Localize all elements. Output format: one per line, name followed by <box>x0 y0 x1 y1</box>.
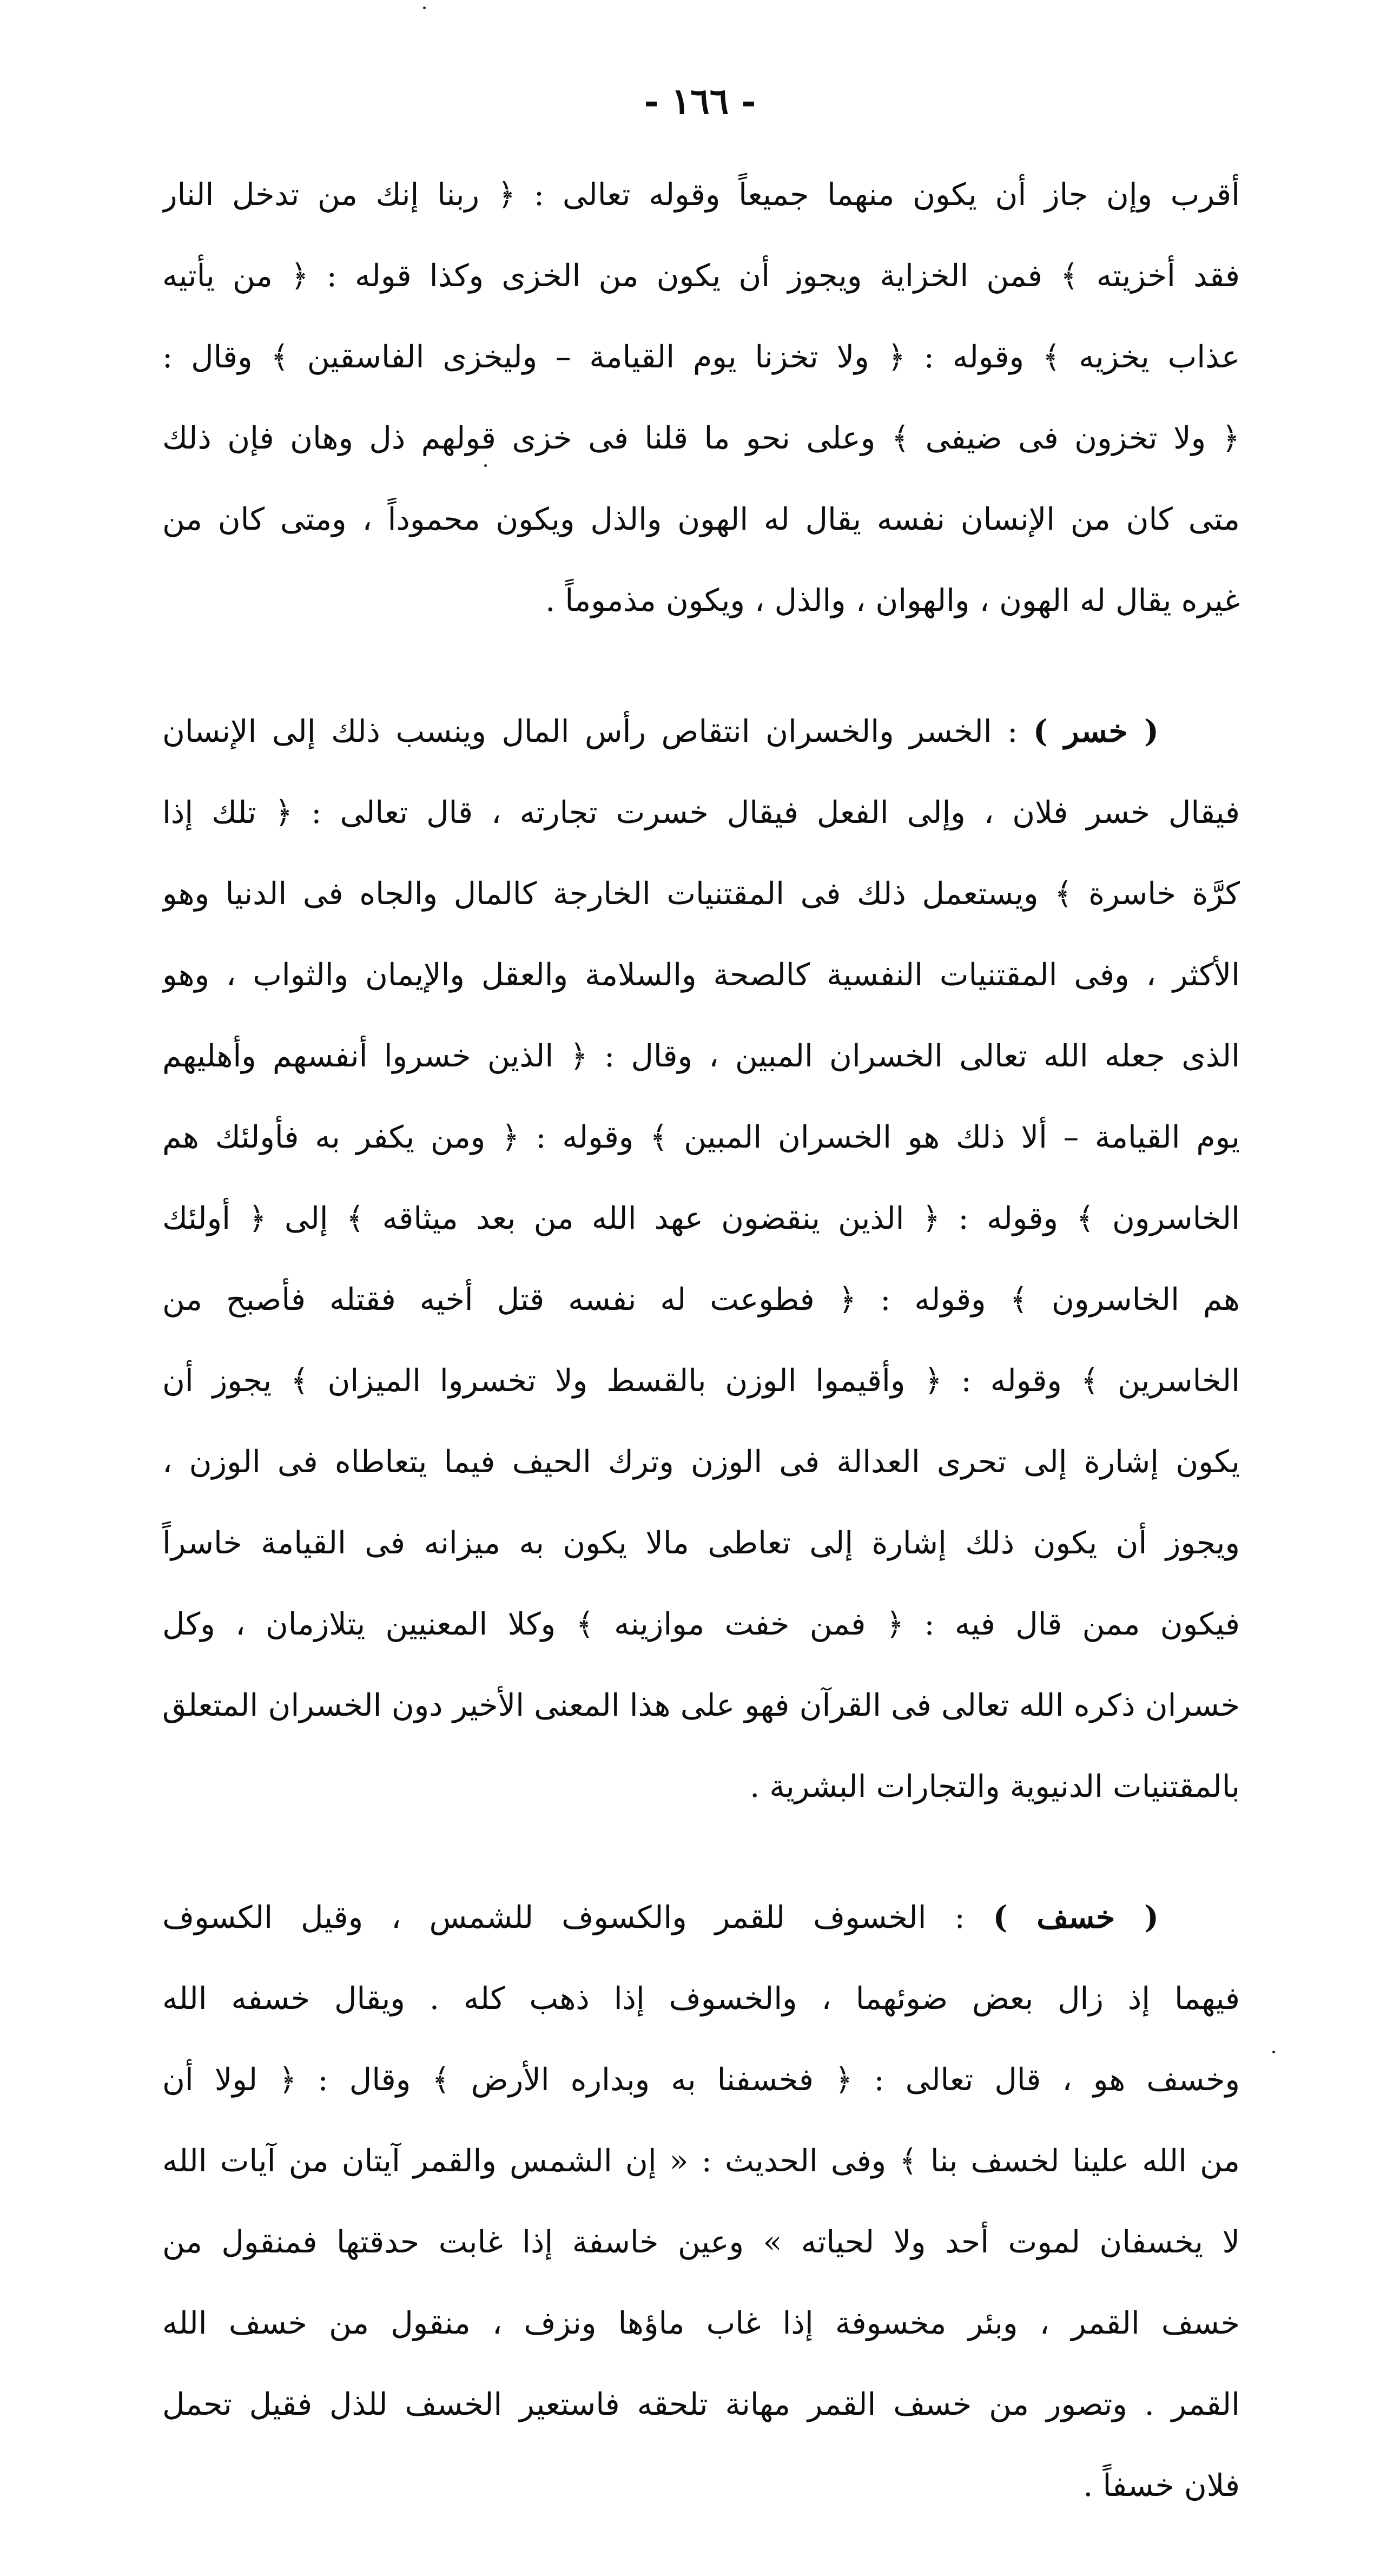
text-line-content: : الخسر والخسران انتقاص رأس المال وينسب ذلك إلى الإنسان <box>162 714 1033 749</box>
text-line: كرَّة خاسرة ﴾ ويستعمل ذلك فى المقتنيات الخارجة كالمال والجاه فى الدنيا وهو <box>162 876 1240 912</box>
text-line: وخسف هو ، قال تعالى : ﴿ فخسفنا به وبداره الأرض ﴾ وقال : ﴿ لولا أن <box>162 2062 1240 2098</box>
scan-speck <box>423 6 426 9</box>
text-line: لا يخسفان لموت أحد ولا لحياته » وعين خاسفة إذا غابت حدقتها فمنقول من <box>162 2224 1240 2260</box>
text-line: فلان خسفاً . <box>1083 2468 1240 2503</box>
text-line-content: : الخسوف للقمر والكسوف للشمس ، وقيل الكسوف <box>162 1900 993 1935</box>
text-line <box>162 691 1240 772</box>
text-line: فيكون ممن قال فيه : ﴿ فمن خفت موازينه ﴾ وكلا المعنيين يتلازمان ، وكل <box>162 1606 1240 1642</box>
text-line: فيقال خسر فلان ، وإلى الفعل فيقال خسرت تجارته ، قال تعالى : ﴿ تلك إذا <box>162 795 1240 831</box>
headword: ( خسف ) <box>993 1899 1159 1935</box>
page-number: - ١٦٦ - <box>644 80 756 122</box>
text-line: خسران ذكره الله تعالى فى القرآن فهو على هذا المعنى الأخير دون الخسران المتعلق <box>162 1688 1240 1723</box>
text-line: الذى جعله الله تعالى الخسران المبين ، وقال : ﴿ الذين خسروا أنفسهم وأهليهم <box>162 1038 1240 1074</box>
text-line: من الله علينا لخسف بنا ﴾ وفى الحديث : « إن الشمس والقمر آيتان من آيات الله <box>162 2143 1240 2179</box>
text-line: خسف القمر ، وبئر مخسوفة إذا غاب ماؤها ونزف ، منقول من خسف الله <box>162 2305 1240 2341</box>
entry-khasar <box>162 691 1240 1827</box>
text-line: يكون إشارة إلى تحرى العدالة فى الوزن وترك الحيف فيما يتعاطاه فى الوزن ، <box>162 1444 1240 1480</box>
text-line: ويجوز أن يكون ذلك إشارة إلى تعاطى مالا يكون به ميزانه فى القيامة خاسراً <box>162 1525 1240 1561</box>
text-line: فقد أخزيته ﴾ فمن الخزاية ويجوز أن يكون من الخزى وكذا قوله : ﴿ من يأتيه <box>162 258 1240 294</box>
text-line: الخاسرين ﴾ وقوله : ﴿ وأقيموا الوزن بالقسط ولا تخسروا الميزان ﴾ يجوز أن <box>162 1363 1240 1399</box>
text-column <box>162 154 1240 2576</box>
text-line: غيره يقال له الهون ، والهوان ، والذل ، ويكون مذموماً . <box>545 583 1240 618</box>
text-line: الخاسرون ﴾ وقوله : ﴿ الذين ينقضون عهد الله من بعد ميثاقه ﴾ إلى ﴿ أولئك <box>162 1201 1240 1236</box>
headword: ( خسر ) <box>1033 713 1159 749</box>
text-line: الأكثر ، وفى المقتنيات النفسية كالصحة والسلامة والعقل والإيمان والثواب ، وهو <box>162 957 1240 993</box>
text-line: هم الخاسرون ﴾ وقوله : ﴿ فطوعت له نفسه قتل أخيه فقتله فأصبح من <box>162 1282 1240 1317</box>
text-line: أقرب وإن جاز أن يكون منهما جميعاً وقوله تعالى : ﴿ ربنا إنك من تدخل النار <box>162 177 1240 213</box>
text-line <box>162 1877 1240 1958</box>
text-line: فيهما إذ زال بعض ضوئهما ، والخسوف إذا ذهب كله . ويقال خسفه الله <box>162 1981 1240 2017</box>
text-line: متى كان من الإنسان نفسه يقال له الهون والذل ويكون محموداً ، ومتى كان من <box>162 502 1240 537</box>
entry-continuation <box>162 154 1240 641</box>
scan-speck <box>1272 2051 1275 2053</box>
text-line: يوم القيامة – ألا ذلك هو الخسران المبين ﴾ وقوله : ﴿ ومن يكفر به فأولئك هم <box>162 1119 1240 1155</box>
text-line: بالمقتنيات الدنيوية والتجارات البشرية . <box>750 1769 1240 1804</box>
entry-khasaf <box>162 1877 1240 2526</box>
text-line: ﴿ ولا تخزون فى ضيفى ﴾ وعلى نحو ما قلنا فى خزى قولهم ذل وهان فإن ذلك <box>162 420 1240 456</box>
text-line: عذاب يخزيه ﴾ وقوله : ﴿ ولا تخزنا يوم القيامة – وليخزى الفاسقين ﴾ وقال : <box>162 339 1240 375</box>
text-line: القمر . وتصور من خسف القمر مهانة تلحقه فاستعير الخسف للذل فقيل تحمل <box>162 2387 1240 2422</box>
